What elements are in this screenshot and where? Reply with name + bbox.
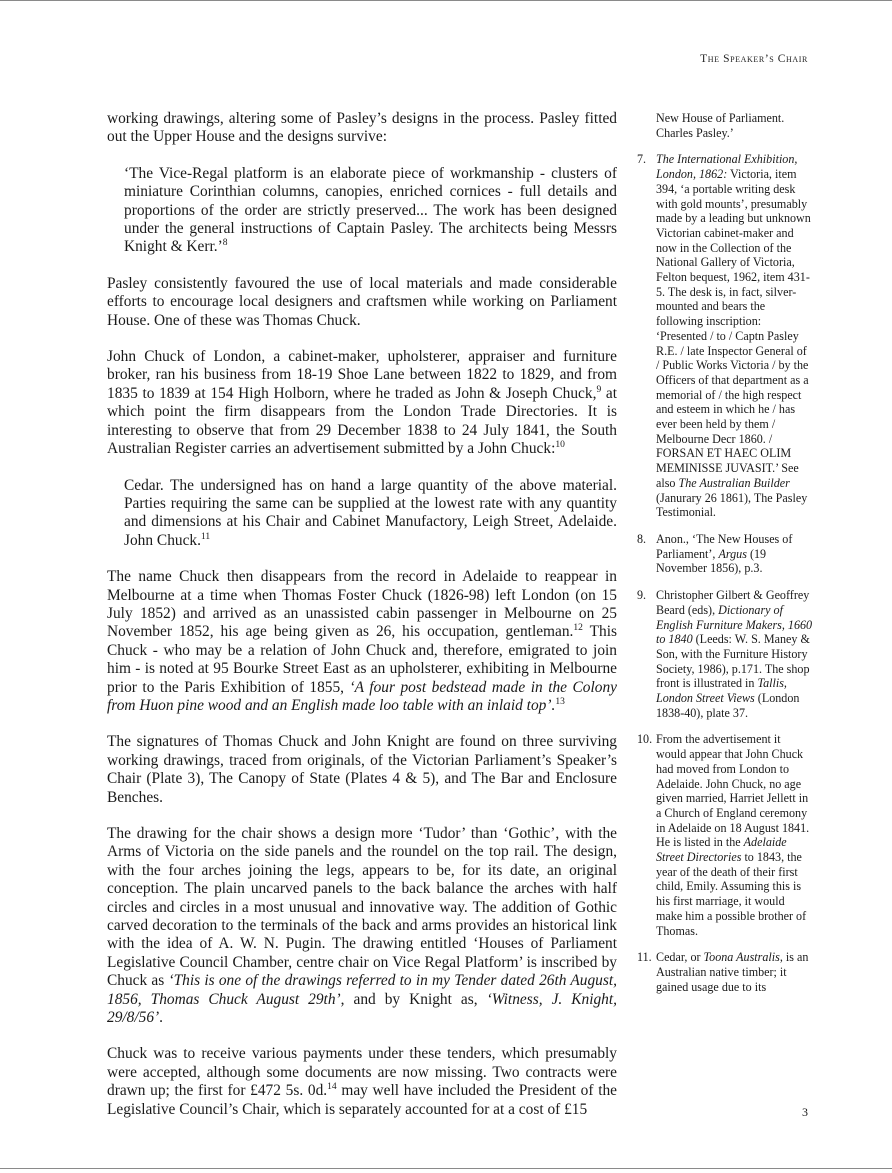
text-run: The name Chuck then disappears from the record in Adelaide to reappear in Melbourne at a time when Thomas Foster Chuck (1826-98) left London (on 15 July 1852) and arrived as an unassisted cabin passenger in Melbourne on 25 November 1852, his age being given as 26, his occupation, gentleman. — [107, 568, 617, 641]
body-paragraph-1: working drawings, altering some of Pasley’s designs in the process. Pasley fitted out the Upper House and the designs survive: — [107, 110, 617, 146]
text-run: , and by Knight as, — [340, 990, 487, 1008]
running-head: The Speaker’s Chair — [700, 53, 808, 65]
note-text: Victoria, item 394, ‘a portable writing desk with gold mounts’, presumably made by a leading but unknown Victorian cabinet-maker and now in the Collection of the National Gallery of Victoria, Felton bequest, 1962, item 431-5. The desk is, in fact, silver-mounted and bears the following inscription: ‘Presented / to / Captn Pasley R.E. / late Inspector General of / Public Works Victoria / by the Officers of that department as a memorial of / the high respect and esteem in which he / has ever been held by them / Melbourne Decr 1860. / FORSAN ET HAEC OLIM MEMINISSE JUVASIT.’ See also — [656, 167, 811, 490]
main-text-column — [107, 110, 617, 1137]
note-text: Anon., ‘The New Houses of Parliament’, — [656, 531, 793, 561]
text-run: . — [159, 1009, 164, 1027]
note-number: 9. — [637, 588, 647, 603]
footnote-ref-12[interactable]: 12 — [573, 622, 583, 634]
footnote-11 — [637, 950, 813, 994]
note-text: , is an Australian native timber; it gained usage due to its — [656, 950, 809, 994]
note-text: New House of Parliament. Charles Pasley.’ — [656, 111, 785, 140]
quote-text: ‘The Vice-Regal platform is an elaborate piece of workmanship - clusters of miniature Corinthian columns, canopies, enriched cornices - full details and proportions of the order are strictly preserved... The work has been designed under the general instructions of Captain Pasley. The architects being Messrs Knight & Kerr.’ — [124, 164, 617, 256]
footnote-10 — [637, 732, 813, 938]
text-run: at which point the firm disappears from the London Trade Directories. It is interesting to observe that from 29 December 1838 to 24 July 1841, the South Australian Register carries an advertisement submitted by a John Chuck: — [107, 384, 617, 458]
note-italic: The International Exhibition, London, 1862: — [656, 152, 798, 182]
body-paragraph-5: The signatures of Thomas Chuck and John Knight are found on three surviving working drawings, traced from originals, of the Victorian Parliament’s Speaker’s Chair (Plate 3), The Canopy of State (Plates 4 & 5), and The Bar and Enclosure Benches. — [107, 733, 617, 806]
text-run: This Chuck - who may be a relation of John Chuck and, therefore, emigrated to join him - is noted at 95 Bourke Street East as an upholsterer, exhibiting in Melbourne prior to the Paris Exhibition of 1855, — [107, 623, 617, 696]
body-paragraph-3 — [107, 348, 617, 458]
body-paragraph-2: Pasley consistently favoured the use of local materials and made considerable efforts to encourage local designers and craftsmen while working on Parliament House. One of these was Thomas Chuck. — [107, 274, 617, 329]
footnote-6-continued — [637, 111, 813, 140]
note-number: 11. — [637, 950, 652, 965]
italic-quote: ‘Witness, J. Knight, 29/8/56’ — [107, 990, 617, 1027]
footnote-ref-13[interactable]: 13 — [555, 695, 565, 707]
note-italic: Argus — [718, 546, 747, 561]
footnote-7 — [637, 152, 813, 520]
note-italic: Tallis, London Street Views — [656, 676, 787, 706]
note-text: Christopher Gilbert & Geoffrey Beard (eds), — [656, 588, 810, 617]
quote-text: Cedar. The undersigned has on hand a large quantity of the above material. Parties requiring the same can be supplied at the lowest rate with any quantity and dimensions at his Chair and Cabinet Manufactory, Leigh Street, Adelaide. John Chuck. — [124, 476, 617, 549]
body-paragraph-4 — [107, 568, 617, 715]
body-paragraph-7 — [107, 1045, 617, 1119]
footnotes-column — [637, 111, 813, 1006]
page-number: 3 — [802, 1105, 808, 1119]
note-italic: Toona Australis — [703, 950, 780, 965]
note-number: 10. — [637, 732, 653, 747]
note-italic: Dictionary of English Furniture Makers, 1660 to 1840 — [656, 602, 813, 647]
footnote-ref-14[interactable]: 14 — [327, 1081, 337, 1093]
block-quote-cedar — [124, 477, 617, 551]
body-paragraph-6 — [107, 825, 617, 1027]
note-text: to 1843, the year of the death of their first child, Emily. Assuming this is his first marriage, it would make him a possible brother of Thomas. — [656, 850, 807, 938]
note-text: (19 November 1856), p.3. — [656, 546, 767, 576]
footnote-8 — [637, 532, 813, 576]
note-text: (Janurary 26 1861), The Pasley Testimonial. — [656, 490, 808, 520]
note-text: (London 1838-40), plate 37. — [656, 691, 800, 720]
note-number: 7. — [637, 152, 647, 167]
footnote-ref-11[interactable]: 11 — [200, 530, 211, 542]
text-run: Chuck was to receive various payments under these tenders, which presumably were accepted, although some documents are now missing. Two contracts were drawn up; the first for £472 5s. 0d. — [107, 1045, 617, 1100]
footnote-ref-10[interactable]: 10 — [555, 438, 565, 450]
italic-quote: ‘A four post bedstead made in the Colony from Huon pine wood and an English made loo table with an inlaid top’. — [107, 678, 617, 714]
italic-quote: ‘This is one of the drawings referred to in my Tender dated 26th August, 1856, Thomas Chuck August 29th’ — [107, 972, 617, 1008]
text-run: The drawing for the chair shows a design more ‘Tudor’ than ‘Gothic’, with the Arms of Victoria on the side panels and the roundel on the top rail. The design, with the four arches joining the legs, appears to be, for its date, an original conception. The plain uncarved panels to the back balance the arches with half circles and circles in a most unusual and innovative way. The addition of Gothic carved decoration to the terminals of the back and arms provides an historical link with the idea of A. W. N. Pugin. The drawing entitled ‘Houses of Parliament Legislative Council Chamber, centre chair on Vice Regal Platform’ is inscribed by Chuck as — [107, 825, 617, 990]
text-run: may well have included the President of the Legislative Council’s Chair, which is separately accounted for at a cost of £15 — [107, 1082, 618, 1118]
top-border-line — [0, 0, 892, 1]
note-italic: The Australian Builder — [678, 475, 790, 490]
note-text: (Leeds: W. S. Maney & Son, with the Furniture History Society, 1986), p.171. The shop front is illustrated in — [656, 632, 810, 691]
text-run: John Chuck of London, a cabinet-maker, upholsterer, appraiser and furniture broker, ran his business from 18-19 Shoe Lane between 1822 to 1829, and from 1835 to 1839 at 154 High Holborn, where he traded as John & Joseph Chuck, — [107, 348, 617, 402]
note-text: From the advertisement it would appear that John Chuck had moved from London to Adelaide. John Chuck, no age given married, Harriet Jellett in a Church of England ceremony in Adelaide on 18 August 1841. He is listed in the — [656, 732, 810, 850]
footnote-ref-8[interactable]: 8 — [222, 237, 228, 249]
bottom-border-line — [0, 1168, 892, 1169]
note-number: 8. — [637, 531, 647, 546]
footnote-9 — [637, 588, 813, 720]
footnote-ref-9[interactable]: 9 — [596, 383, 602, 395]
block-quote-vice-regal — [124, 165, 617, 257]
note-italic: Adelaide Street Directories — [656, 835, 787, 865]
note-text: Cedar, or — [656, 950, 704, 965]
